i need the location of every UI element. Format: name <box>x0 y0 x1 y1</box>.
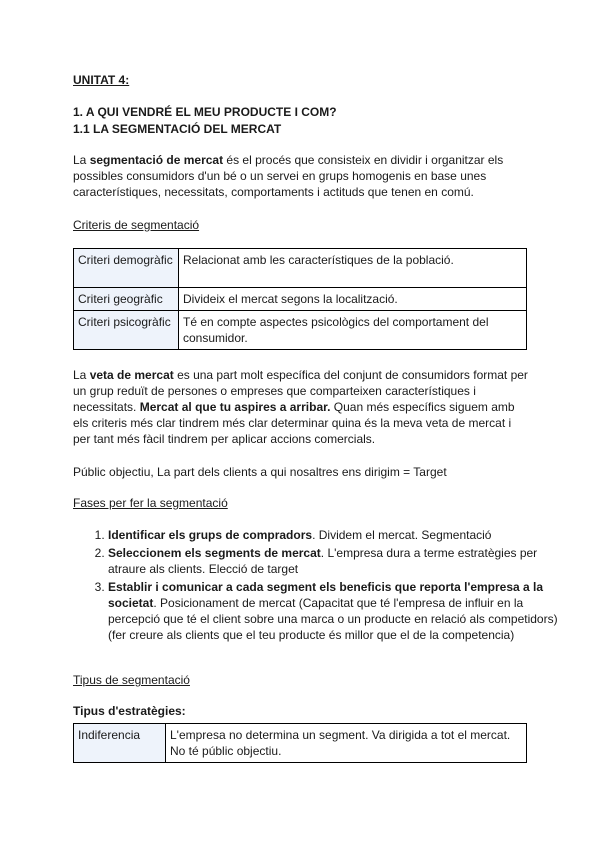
phase-desc: . L'empresa dura a terme estratègies per atraure als clients. Elecció de target <box>108 546 538 576</box>
list-item <box>108 545 568 577</box>
intro-paragraph <box>73 152 528 200</box>
target-line: Públic objectiu, La part dels clients a qui nosaltres ens dirigim = Target <box>73 465 447 479</box>
phase-title: Seleccionem els segments de mercat <box>108 546 321 560</box>
criteria-name: Criteri psicogràfic <box>74 311 179 350</box>
table-row <box>74 288 527 311</box>
unit-title: UNITAT 4: <box>73 73 130 87</box>
criteria-table <box>73 248 527 350</box>
phase-desc: . Posicionament de mercat (Capacitat que té l'empresa de influir en la percepció que té el client sobre una marca o un producte en relació als competidors) (fer creure als clients que el teu producte és millor que el de la competencia) <box>108 596 558 642</box>
strategy-name: Indiferencia <box>74 724 166 763</box>
strategies-heading: Tipus d'estratègies: <box>73 704 186 718</box>
veta-mid: es una part molt específica del conjunt de consumidors format per un grup reduït de persones o empreses que comparteixen característiques i necessitats. <box>73 368 528 414</box>
table-row <box>74 311 527 350</box>
strategies-table <box>73 723 527 763</box>
criteria-desc: Relacionat amb les característiques de la població. <box>179 249 527 288</box>
intro-post: és el procés que consisteix en dividir i organitzar els possibles consumidors d'un bé o un servei en grups homogenis en base unes característiques, necessitats, comportaments i actituds que tenen en comú. <box>73 153 504 199</box>
intro-pre: La <box>73 153 90 167</box>
table-row <box>74 249 527 288</box>
heading-1: 1. A QUI VENDRÉ EL MEU PRODUCTE I COM? <box>73 105 337 119</box>
veta-emphasis: Mercat al que tu aspires a arribar. <box>139 400 331 414</box>
criteria-desc: Divideix el mercat segons la localització. <box>179 288 527 311</box>
criteria-name: Criteri demogràfic <box>74 249 179 288</box>
types-heading: Tipus de segmentació <box>73 673 190 687</box>
phase-desc: . Dividem el mercat. Segmentació <box>312 528 492 542</box>
phase-title: Establir i comunicar a cada segment els beneficis que reporta l'empresa a la societat <box>108 580 544 610</box>
veta-paragraph <box>73 367 528 447</box>
phases-list <box>73 527 568 645</box>
heading-2: 1.1 LA SEGMENTACIÓ DEL MERCAT <box>73 122 282 136</box>
strategy-desc: L'empresa no determina un segment. Va dirigida a tot el mercat. No té públic objectiu. <box>166 724 527 763</box>
criteria-name: Criteri geogràfic <box>74 288 179 311</box>
table-row <box>74 724 527 763</box>
veta-pre: La <box>73 368 90 382</box>
list-item <box>108 579 568 643</box>
phases-heading: Fases per fer la segmentació <box>73 496 228 510</box>
veta-post: Quan més específics siguem amb els criteris més clar tindrem més clar determinar quina és la meva veta de mercat i per tant més fàcil tindrem per aplicar accions comercials. <box>73 400 515 446</box>
criteria-heading: Criteris de segmentació <box>73 218 200 232</box>
criteria-desc: Té en compte aspectes psicològics del comportament del consumidor. <box>179 311 527 350</box>
veta-term: veta de mercat <box>89 368 174 382</box>
list-item <box>108 527 568 543</box>
intro-term: segmentació de mercat <box>89 153 224 167</box>
phase-title: Identificar els grups de compradors <box>108 528 313 542</box>
